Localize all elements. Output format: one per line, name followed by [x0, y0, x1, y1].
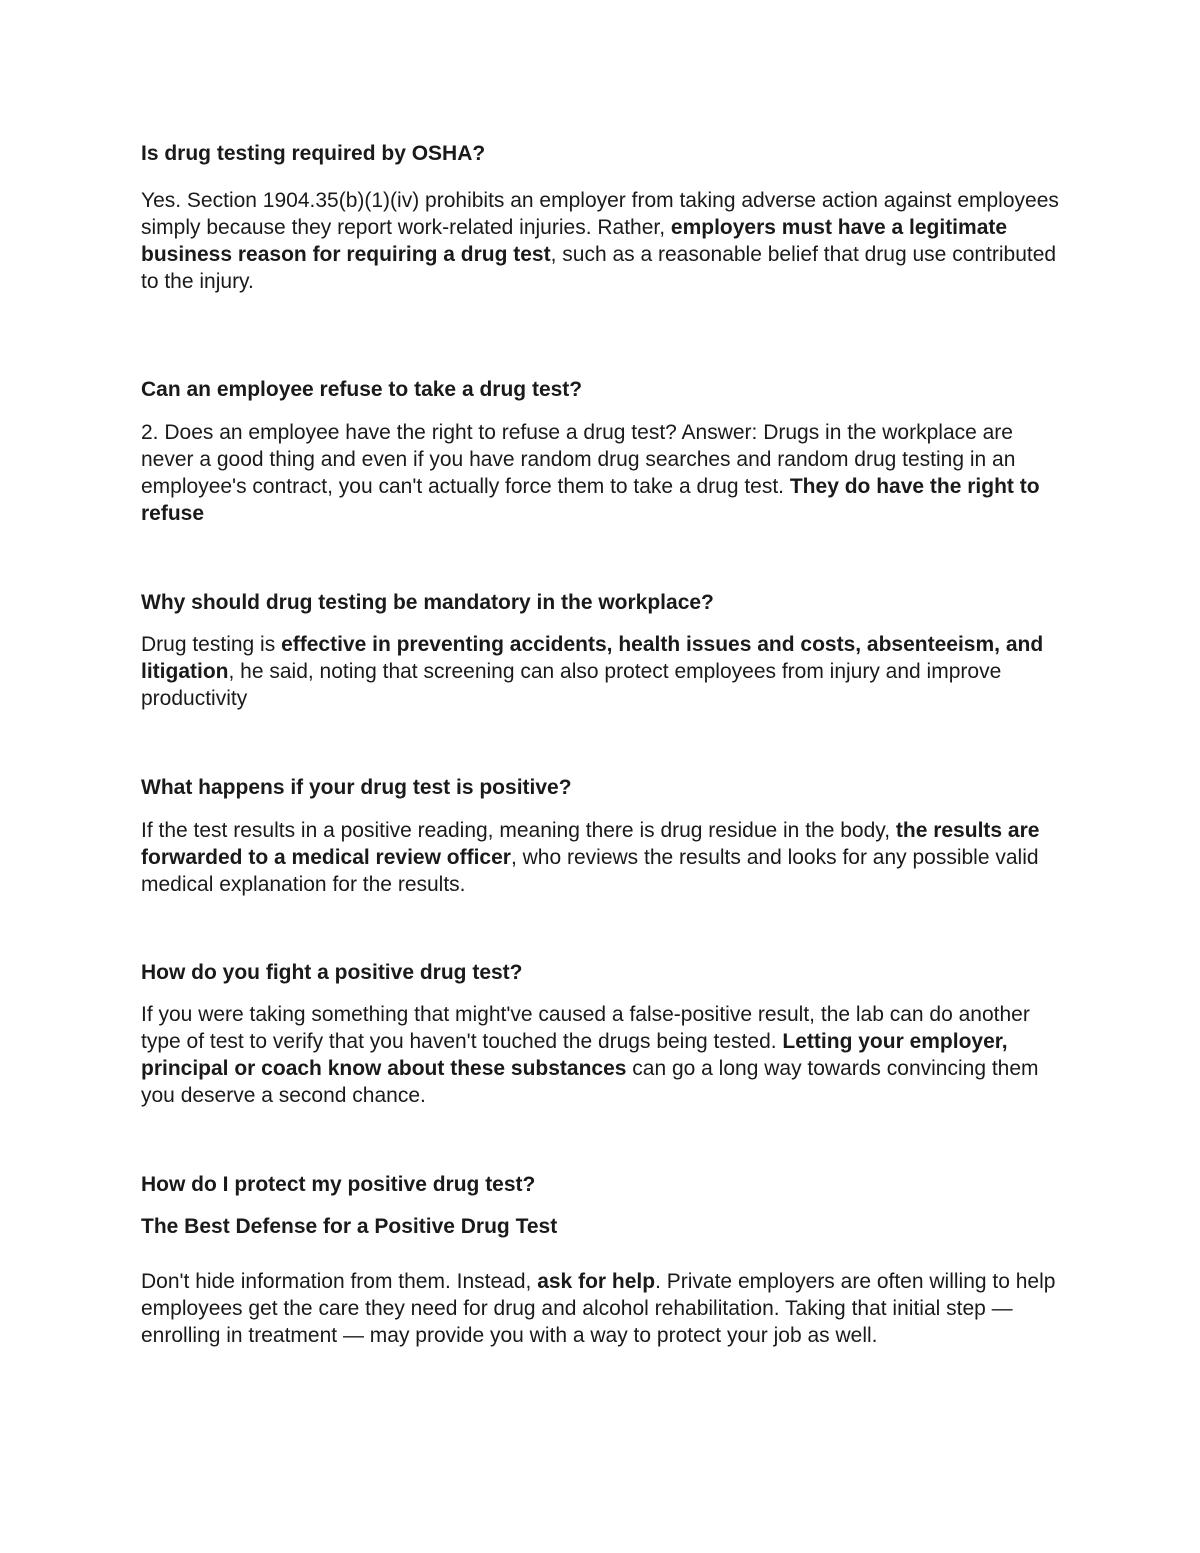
answer-paragraph	[141, 419, 1041, 527]
question-heading: Can an employee refuse to take a drug test?	[141, 378, 583, 401]
answer-bold-text: They do have the right to refuse	[141, 475, 1040, 525]
question-heading: Why should drug testing be mandatory in the workplace?	[141, 591, 714, 614]
answer-text: Drug testing is	[141, 633, 282, 656]
answer-text: Don't hide information from them. Instead,	[141, 1270, 538, 1293]
answer-paragraph	[141, 1001, 1066, 1109]
answer-text: If you were taking something that might've caused a false-positive result, the lab can do another type of test to verify that you haven't touched the drugs being tested.	[141, 1003, 1030, 1053]
answer-text: , such as a reasonable belief that drug use contributed to the injury.	[141, 243, 1057, 293]
answer-paragraph	[141, 631, 1066, 712]
question-heading: How do you fight a positive drug test?	[141, 961, 523, 984]
answer-bold-text: ask for help	[537, 1270, 656, 1293]
answer-text: can go a long way towards convincing them you deserve a second chance.	[141, 1057, 1039, 1107]
answer-text: . Private employers are often willing to help employees get the care they need for drug and alcohol rehabilitation. Taking that initial step — enrolling in treatment — may provide you with a way to protect your job as well.	[141, 1270, 1056, 1347]
answer-text: 2. Does an employee have the right to refuse a drug test? Answer: Drugs in the workplace are never a good thing and even if you have random drug searches and random drug testing in an employee's contract, you can't actually force them to take a drug test.	[141, 421, 1016, 498]
answer-text: Yes. Section 1904.35(b)(1)(iv) prohibits an employer from taking adverse action against employees simply because they report work-related injuries. Rather,	[141, 189, 1059, 239]
answer-bold-text: the results are forwarded to a medical review officer	[141, 819, 1040, 869]
answer-paragraph	[141, 1268, 1066, 1349]
answer-text: , he said, noting that screening can also protect employees from injury and improve productivity	[141, 660, 1002, 710]
answer-text: , who reviews the results and looks for any possible valid medical explanation for the results.	[141, 846, 1039, 896]
answer-paragraph	[141, 187, 1071, 295]
answer-text: If the test results in a positive reading, meaning there is drug residue in the body,	[141, 819, 896, 842]
answer-bold-text: employers must have a legitimate business reason for requiring a drug test	[141, 216, 1008, 266]
question-heading: What happens if your drug test is positive?	[141, 776, 572, 799]
answer-bold-text: effective in preventing accidents, health issues and costs, absenteeism, and litigation	[141, 633, 1044, 683]
answer-bold-text: Letting your employer, principal or coach know about these substances	[141, 1030, 1008, 1080]
question-heading: How do I protect my positive drug test?	[141, 1173, 536, 1196]
question-heading: Is drug testing required by OSHA?	[141, 142, 486, 165]
answer-paragraph	[141, 817, 1066, 898]
subheading: The Best Defense for a Positive Drug Test	[141, 1215, 558, 1238]
